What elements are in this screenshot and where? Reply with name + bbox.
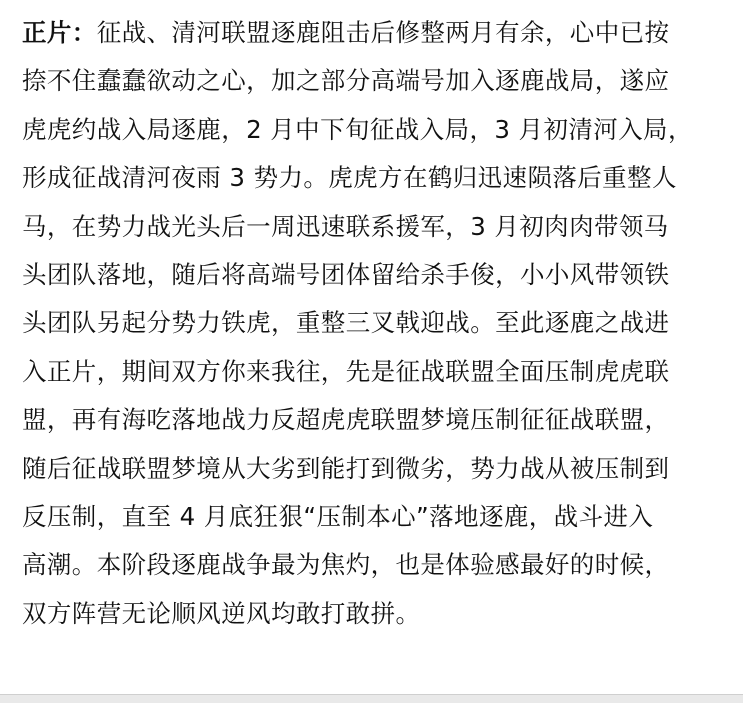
text-line-content: 征战、清河联盟逐鹿阻击后修整两月有余，心中已按 [96,18,670,47]
text-line: 形成征战清河夜雨 3 势力。虎虎方在鹤归迅速陨落后重整人 [22,163,677,193]
text-line: 随后征战联盟梦境从大劣到能打到微劣，势力战从被压制到 [22,453,670,483]
text-line: 虎虎约战入局逐鹿，2 月中下旬征战入局，3 月初清河入局， [22,114,693,144]
text-line: 入正片，期间双方你来我往，先是征战联盟全面压制虎虎联 [22,356,670,386]
section-lead: 正片： [22,18,97,47]
text-line [22,9,740,57]
text-line: 马，在势力战光头后一周迅速联系援军，3 月初肉肉带领马 [22,211,669,241]
text-line: 高潮。本阶段逐鹿战争最为焦灼，也是体验感最好的时候， [22,550,670,580]
text-line: 盟，再有海吃落地战力反超虎虎联盟梦境压制征征战联盟， [22,405,670,435]
text-line: 头团队另起分势力铁虎，重整三叉戟迎战。至此逐鹿之战进 [22,308,670,338]
text-line: 捺不住蠢蠢欲动之心，加之部分高端号加入逐鹿战局，遂应 [22,66,670,96]
paragraph [22,9,740,638]
text-line: 双方阵营无论顺风逆风均敢打敢拼。 [22,598,421,628]
text-line: 反压制，直至 4 月底狂狠“压制本心”落地逐鹿，战斗进入 [22,502,654,532]
text-line: 头团队落地，随后将高端号团体留给杀手俊，小小风带领铁 [22,260,670,290]
